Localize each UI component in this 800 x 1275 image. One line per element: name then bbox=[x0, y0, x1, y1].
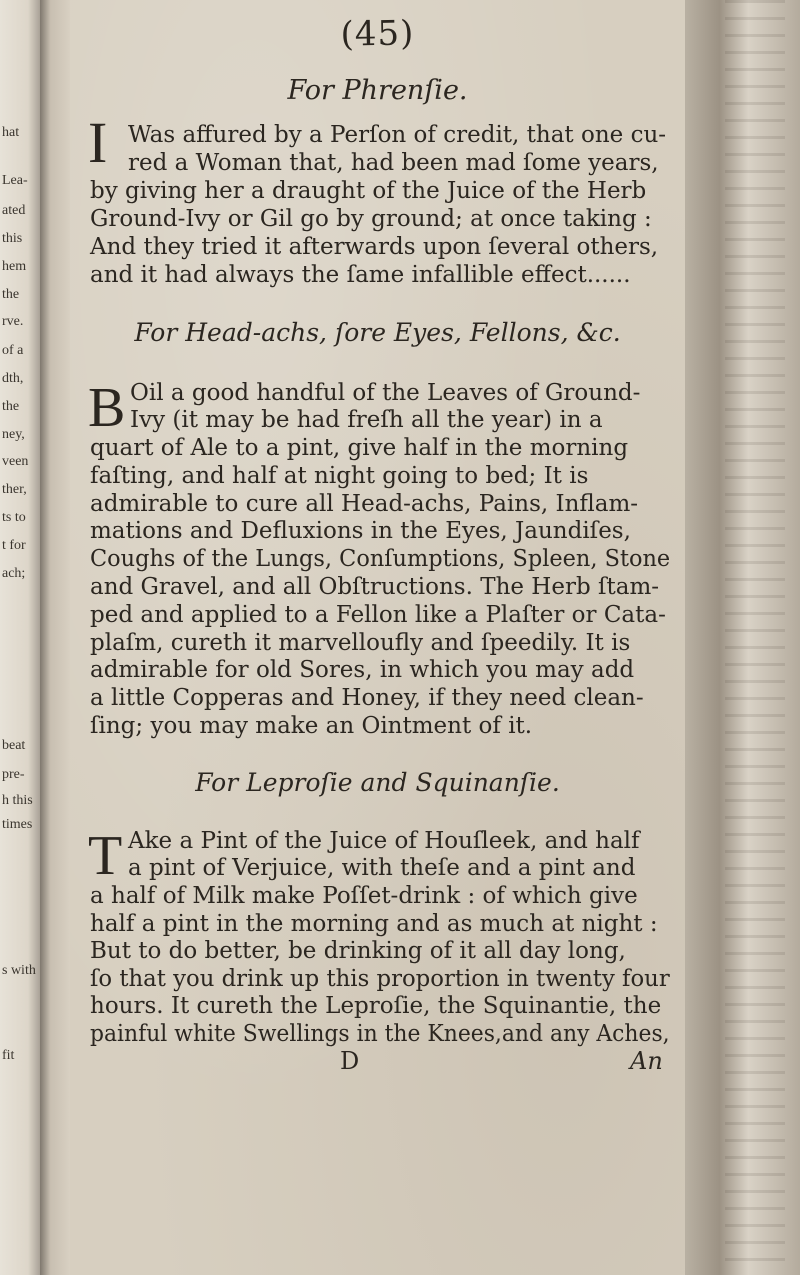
margin-fragment: hem bbox=[2, 259, 27, 274]
text-line: Oil a good handful of the Leaves of Ground- bbox=[130, 380, 641, 406]
margin-fragment: the bbox=[2, 287, 20, 302]
text-line: Ground-Ivy or Gil go by ground; at once taking : bbox=[90, 206, 652, 232]
margin-fragment: veen bbox=[2, 454, 29, 469]
margin-fragment: s with bbox=[2, 963, 36, 978]
text-line: by giving her a draught of the Juice of the Herb bbox=[90, 178, 647, 204]
margin-fragment: beat bbox=[2, 738, 26, 753]
text-line: Coughs of the Lungs, Conſumptions, Spleen, Stone bbox=[90, 546, 671, 572]
text-line: ſing; you may make an Ointment of it. bbox=[90, 713, 533, 739]
text-line: admirable for old Sores, in which you may add bbox=[90, 657, 635, 683]
margin-fragment: ts to bbox=[2, 510, 26, 525]
margin-fragment: hat bbox=[2, 125, 20, 140]
book-gutter bbox=[40, 0, 70, 1275]
book-page bbox=[70, 0, 685, 1275]
signature-mark: D bbox=[340, 1047, 360, 1075]
section-heading: For Head-achs, ſore Eyes, Fellons, &c. bbox=[134, 318, 621, 347]
margin-fragment: dth, bbox=[2, 371, 24, 386]
section-heading: For Phrenſie. bbox=[287, 75, 468, 106]
text-line: admirable to cure all Head-achs, Pains, Inflam- bbox=[90, 491, 639, 517]
margin-fragment: Lea- bbox=[2, 173, 28, 188]
text-line: and Gravel, and all Obſtructions. The Herb ſtam- bbox=[90, 574, 660, 600]
text-line: plaſm, cureth it marvelloufly and ſpeedily. It is bbox=[90, 630, 631, 656]
text-line: Was affured by a Perſon of credit, that one cu- bbox=[128, 122, 667, 148]
text-line: quart of Ale to a pint, give half in the morning bbox=[90, 435, 629, 461]
drop-cap: I bbox=[88, 110, 108, 175]
margin-fragment: h this bbox=[2, 793, 33, 808]
margin-fragment: the bbox=[2, 399, 20, 414]
text-line: half a pint in the morning and as much at night : bbox=[90, 911, 658, 937]
catchword: An bbox=[630, 1047, 663, 1075]
text-line: Ake a Pint of the Juice of Houſleek, and half bbox=[128, 828, 640, 854]
text-line: red a Woman that, had been mad ſome years, bbox=[128, 150, 659, 176]
text-line: a pint of Verjuice, with theſe and a pint and bbox=[128, 855, 636, 881]
previous-page-margin bbox=[0, 0, 40, 1275]
margin-fragment: ated bbox=[2, 203, 26, 218]
margin-fragment: rve. bbox=[2, 314, 24, 329]
text-line: But to do better, be drinking of it all day long, bbox=[90, 938, 626, 964]
margin-fragment: this bbox=[2, 231, 23, 246]
text-line: hours. It cureth the Leproſie, the Squinantie, the bbox=[90, 993, 662, 1019]
section-heading: For Leproſie and Squinanſie. bbox=[195, 768, 560, 797]
margin-fragment: of a bbox=[2, 343, 24, 358]
margin-fragment: ach; bbox=[2, 566, 26, 581]
margin-fragment: t for bbox=[2, 538, 26, 553]
text-line: ped and applied to a Fellon like a Plaſter or Cata- bbox=[90, 602, 666, 628]
margin-fragment: times bbox=[2, 817, 33, 832]
drop-cap: T bbox=[88, 825, 123, 887]
text-line: painful white Swellings in the Knees,and any Aches, bbox=[90, 1021, 670, 1047]
page-edge bbox=[685, 0, 800, 1275]
margin-fragment: fit bbox=[2, 1048, 15, 1063]
drop-cap: B bbox=[88, 377, 126, 439]
text-line: Ivy (it may be had freſh all the year) in a bbox=[130, 407, 603, 433]
text-line: And they tried it afterwards upon ſeveral others, bbox=[90, 234, 659, 260]
margin-fragment: ney, bbox=[2, 427, 25, 442]
text-line: mations and Defluxions in the Eyes, Jaundiſes, bbox=[90, 518, 631, 544]
page-edge-stack bbox=[725, 0, 785, 1275]
text-line: ſo that you drink up this proportion in twenty four bbox=[90, 966, 670, 992]
page-number: (45) bbox=[340, 13, 415, 55]
text-line: and it had always the ſame infallible effect...... bbox=[90, 262, 631, 288]
margin-fragment: ther, bbox=[2, 482, 27, 497]
text-line: a half of Milk make Poſſet-drink : of which give bbox=[90, 883, 638, 909]
text-line: a little Copperas and Honey, if they need clean- bbox=[90, 685, 644, 711]
text-line: faſting, and half at night going to bed; It is bbox=[90, 463, 589, 489]
margin-fragment: pre- bbox=[2, 767, 25, 782]
